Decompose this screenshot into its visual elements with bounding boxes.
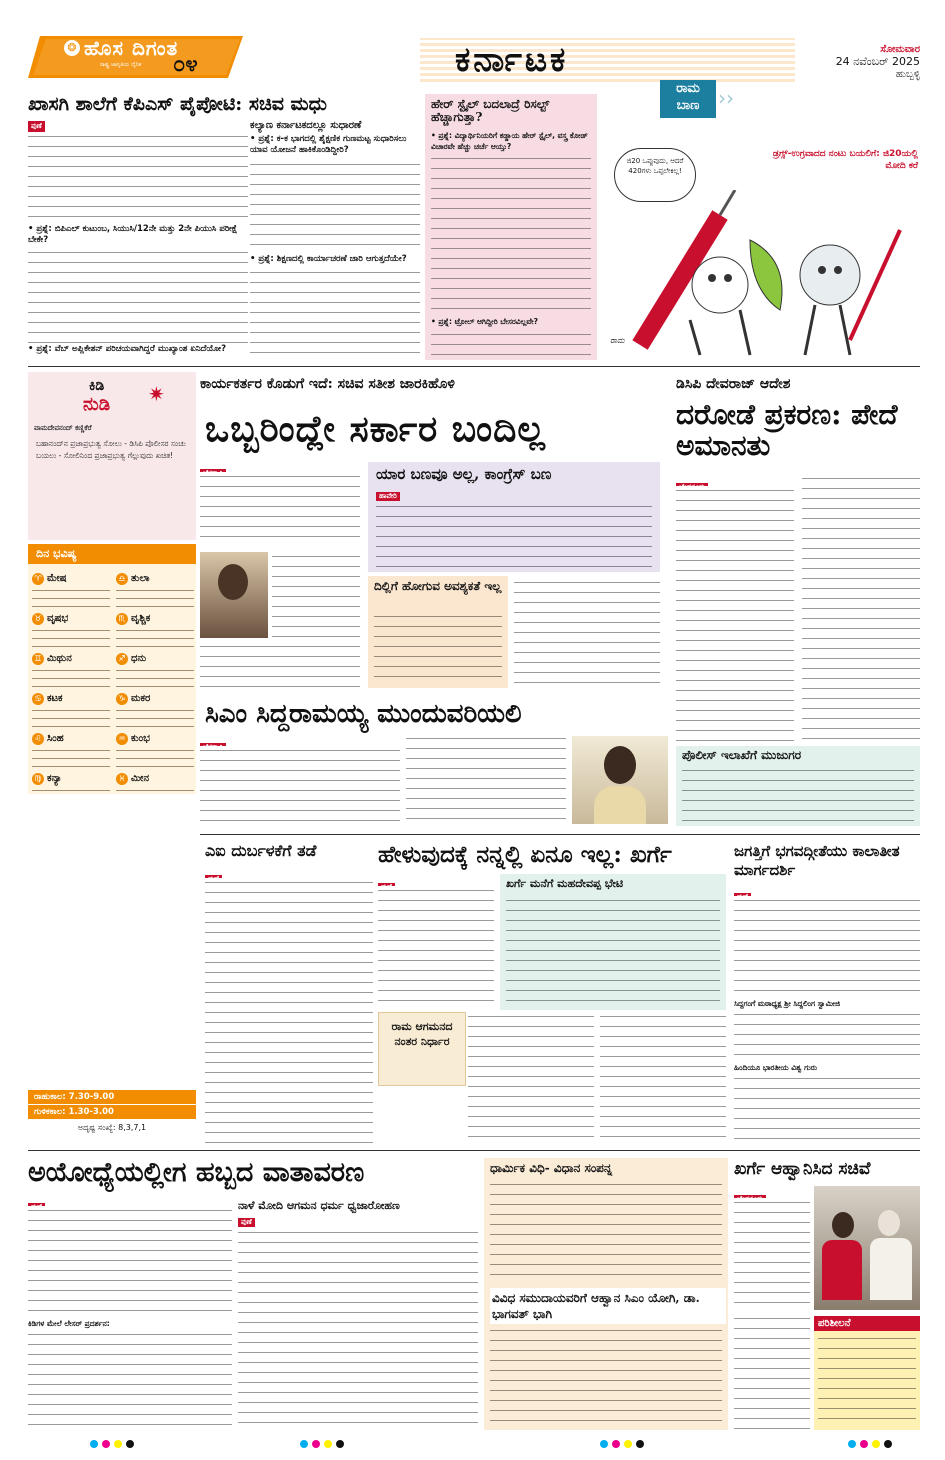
inline-heading: ಕಿಡಿಗಳ ಮೇಲೆ ಲೇಸರ್ ಪ್ರದರ್ಶನ: xyxy=(28,1319,110,1328)
logo-badge xyxy=(28,30,243,80)
section-title: ಕರ್ನಾಟಕ xyxy=(455,40,569,80)
text-block xyxy=(205,878,373,1146)
text-block xyxy=(431,154,591,314)
dateline: ಪುಣೆ xyxy=(238,1218,255,1227)
zodiac-icon: ♑ xyxy=(116,693,128,705)
header-date-block xyxy=(800,44,920,80)
sub-heading: ಖರ್ಗೆ ಮನೆಗೆ ಮಹದೇವಪ್ಪ ಭೇಟಿ xyxy=(506,877,624,890)
pill-face-icon xyxy=(800,245,860,305)
rashi-text xyxy=(116,707,194,727)
lead-body xyxy=(28,120,248,358)
rama-bana-cartoon xyxy=(600,80,920,360)
sub-heading: ನಾಳೆ ಮೋದಿ ಆಗಮನ ಧರ್ಮ ಧ್ವಜಾರೋಹಣ xyxy=(238,1199,400,1212)
yaara-box xyxy=(368,462,660,572)
text-block xyxy=(272,552,360,638)
yaara-headline: ಯಾರ ಬಣವೂ ಅಲ್ಲ, ಕಾಂಗ್ರೆಸ್ ಬಣ xyxy=(376,465,552,483)
text-block xyxy=(28,132,248,222)
rashi-name: ಮಕರ xyxy=(131,693,151,704)
text-block xyxy=(734,896,920,996)
rashi-text xyxy=(116,747,194,767)
rashi-name: ಕನ್ಯಾ xyxy=(47,773,62,784)
question: • ಪ್ರಶ್ನೆ: ಕ-ಕ ಭಾಗದಲ್ಲಿ ಶೈಕ್ಷಣಿಕ ಗುಣಮಟ್ಟ ಸುಧಾರಿಸಲು ಯಾವ ಯೋಜನೆ ಹಾಕಿಕೊಂಡಿದ್ದೀರಿ? xyxy=(250,134,407,155)
rahukala: ರಾಹುಕಾಲ: 7.30-9.00 xyxy=(28,1090,196,1104)
story2-kicker: ಕಾರ್ಯಕರ್ತರ ಕೊಡುಗೆ ಇದೆ: ಸಚಿವ ಸತೀಶ ಜಾರಕಿಹೊಳಿ xyxy=(200,376,455,392)
text-block xyxy=(734,1010,920,1060)
leaf-icon xyxy=(750,240,782,310)
minister-photo xyxy=(200,552,268,638)
text-block xyxy=(734,1198,810,1306)
rama-bana-tag: ರಾಮ ಬಾಣ xyxy=(660,80,716,118)
lucky-number: ಅದೃಷ್ಟ ಸಂಖ್ಯೆ: 8,3,7,1 xyxy=(77,1123,147,1132)
zodiac-icon: ♐ xyxy=(116,653,128,665)
zodiac-icon: ♎ xyxy=(116,573,128,585)
kidi-title: ಕಿಡಿ ನುಡಿ xyxy=(83,378,111,415)
story4-headline: ಸಿಎಂ ಸಿದ್ದರಾಮಯ್ಯ ಮುಂದುವರಿಯಲಿ xyxy=(205,699,522,729)
text-block xyxy=(682,766,914,822)
rashi-name: ಕಟಕ xyxy=(47,693,63,704)
text-block xyxy=(506,896,720,1006)
delhi-box xyxy=(368,576,508,688)
text-block xyxy=(250,160,420,252)
story2-headline: ಒಬ್ಬರಿಂದ್ಲೇ ಸರ್ಕಾರ ಬಂದಿಲ್ಲ xyxy=(205,408,546,450)
rashi-name: ಮೇಷ xyxy=(47,573,67,584)
box-title: ಹೇರ್ ಸ್ಟೈಲ್ ಬದಲಾದ್ರೆ ರಿಸಲ್ಟ್ ಹೆಚ್ಚಾಗುತ್ತಾ? xyxy=(431,97,550,125)
story3-kicker: ಡಿಸಿಪಿ ದೇವರಾಜ್ ಆದೇಶ xyxy=(676,376,791,392)
rashi-item xyxy=(32,646,110,684)
text-block xyxy=(734,1314,810,1430)
text-block xyxy=(802,474,920,744)
text-block xyxy=(250,268,420,358)
date-label: 24 ನವೆಂಬರ್ 2025 xyxy=(835,55,920,68)
rashi-item xyxy=(116,686,194,724)
text-block xyxy=(514,578,660,688)
text-block xyxy=(468,1012,594,1142)
rashi-item xyxy=(116,766,194,794)
gulika: ಗುಳಿಕಕಾಲ: 1.30-3.00 xyxy=(28,1105,196,1119)
divider xyxy=(200,834,920,835)
box-title: ಪರಿಶೀಲನೆ xyxy=(814,1316,920,1331)
rashi-item xyxy=(32,606,110,644)
rashi-text xyxy=(32,627,110,647)
story7-body xyxy=(734,884,920,1146)
horoscope-box xyxy=(28,544,196,794)
arrow-icon: ›› xyxy=(718,86,734,110)
text-block xyxy=(734,1074,920,1146)
question: • ಪ್ರಶ್ನೆ: ವಿದ್ಯಾರ್ಥಿನಿಯರಿಗೆ ಕಡ್ಡಾಯ ಹೇರ್ ಸ್ಟೈಲ್, ವಸ್ತ್ರ ಕೋಡ್ ವಿಚಾರವೇ ಹೆಚ್ಚು ಚರ್ಚೆ ಆಯ್ತು? xyxy=(431,131,588,151)
story6-body xyxy=(378,874,726,1010)
question: • ಪ್ರಶ್ನೆ: ಬಿಪಿಎಲ್ ಕುಟುಂಬ, ಸಿಯುಸಿ/12ನೇ ಮತ್ತು 2ನೇ ಪಿಯುಸಿ ಪರೀಕ್ಷೆ ಬೇಕೇ? xyxy=(28,224,238,245)
rashi-text xyxy=(32,707,110,727)
logo-tagline: ರಾಷ್ಟ್ರ ಜಾಗೃತಿಯ ದೈನಿಕ xyxy=(100,62,142,68)
logo-icon: ❂ xyxy=(64,40,80,56)
avatar xyxy=(604,746,636,784)
text-block xyxy=(406,734,566,826)
rashi-text xyxy=(116,627,194,647)
rashi-text xyxy=(32,787,110,794)
text-block xyxy=(378,886,494,1010)
story9-box xyxy=(484,1158,728,1430)
question: • ಪ್ರಶ್ನೆ: ಶಿಕ್ಷಣದಲ್ಲಿ ಕಾರ್ಯಾಚರಣೆ ಜಾರಿ ಆಗುತ್ತದೆಯೇ? xyxy=(250,254,407,264)
story3-headline: ದರೋಡೆ ಪ್ರಕರಣ: ಪೇದೆ ಅಮಾನತು xyxy=(676,398,898,462)
story3-body xyxy=(676,474,920,744)
sub-heading: ಕಲ್ಯಾಣ ಕರ್ನಾಟಕದಲ್ಲೂ ಸುಧಾರಣೆ xyxy=(250,120,362,131)
story2-body xyxy=(200,460,360,690)
rashi-item xyxy=(116,646,194,684)
text-block xyxy=(200,472,360,546)
day-label: ಸೋಮವಾರ xyxy=(880,44,920,55)
text-block xyxy=(374,612,502,684)
text-block xyxy=(490,1326,722,1426)
text-block xyxy=(28,248,248,344)
zodiac-icon: ♉ xyxy=(32,613,44,625)
meeting-photo xyxy=(814,1186,920,1310)
hairstyle-box xyxy=(425,94,597,360)
story8-headline: ಅಯೋಧ್ಯೆಯಲ್ಲೀಗ ಹಬ್ಬದ ವಾತಾವರಣ xyxy=(28,1157,365,1188)
lead-sub-column xyxy=(250,120,420,358)
text-block xyxy=(200,642,360,690)
story5-body xyxy=(205,866,373,1146)
portrait-photo xyxy=(572,736,668,824)
masthead xyxy=(0,0,945,92)
rashi-name: ವೃಷಭ xyxy=(47,613,69,624)
page-number: ೦೪ xyxy=(173,52,198,77)
text-block xyxy=(200,746,400,826)
rashi-grid xyxy=(28,566,196,794)
cartoonist-signature: ರಾಮ xyxy=(610,336,625,345)
zodiac-icon: ♋ xyxy=(32,693,44,705)
story9-title: ಧಾರ್ಮಿಕ ವಿಧಿ- ವಿಧಾನ ಸಂಪನ್ನ xyxy=(490,1161,613,1175)
story8-body xyxy=(28,1194,232,1430)
story6-headline: ಹೇಳುವುದಕ್ಕೆ ನನ್ನಲ್ಲಿ ಏನೂ ಇಲ್ಲ: ಖರ್ಗೆ xyxy=(378,841,672,868)
cartoon-drawing xyxy=(600,190,920,360)
rashi-name: ಮೀನ xyxy=(131,773,149,784)
speech-text: ಜಿ20 ಒಪ್ಪುವುದು, ಆದರೆ 420ಗಳು ಒಪ್ಪಲೇಕಿಲ್ಲ! xyxy=(626,157,684,175)
dateline: ಪುಣೆ xyxy=(28,121,45,132)
text-block xyxy=(600,1012,726,1142)
rashi-text xyxy=(116,587,194,607)
story5-headline: ಎಐ ದುರ್ಬಳಕೆಗೆ ತಡೆ xyxy=(205,841,317,860)
text-block xyxy=(431,330,591,356)
rashi-name: ವೃಶ್ಚಿಕ xyxy=(131,613,151,624)
kharge-sub-box xyxy=(500,874,726,1010)
rashi-item xyxy=(116,726,194,764)
rashi-item xyxy=(116,566,194,604)
rashi-text xyxy=(116,667,194,687)
rashi-item xyxy=(32,566,110,604)
police-title: ಪೊಲೀಸ್ ಇಲಾಖೆಗೆ ಮುಜುಗರ xyxy=(682,748,802,762)
text-block xyxy=(28,1330,232,1430)
horoscope-title: ದಿನ ಭವಿಷ್ಯ xyxy=(28,544,196,564)
zodiac-icon: ♏ xyxy=(116,613,128,625)
rashi-text xyxy=(32,587,110,607)
dateline: ಹಾವೇರಿ xyxy=(376,492,400,501)
question: • ಪ್ರಶ್ನೆ: ವೆಬ್ ಅಪ್ಲಿಕೇಶನ್ ಪರಿಚಯವಾಗಿದ್ದರೆ ಮುಖ್ಯಾಂಶ ಏನಿದೆಯೋ? xyxy=(28,344,227,354)
text-block xyxy=(818,1334,916,1426)
story7-headline: ಜಗತ್ತಿಗೆ ಭಗವದ್ಗೀತೆಯು ಕಾಲಾತೀತ ಮಾರ್ಗದರ್ಶಿ xyxy=(734,842,900,879)
zodiac-icon: ♌ xyxy=(32,733,44,745)
face-icon xyxy=(692,257,748,313)
review-box xyxy=(814,1316,920,1430)
rashi-item xyxy=(32,686,110,724)
divider xyxy=(28,1150,920,1151)
spark-icon: ✷ xyxy=(148,382,165,406)
rashi-name: ಕುಂಭ xyxy=(131,733,150,744)
text-block xyxy=(28,1206,232,1316)
rashi-name: ತುಲಾ xyxy=(131,573,150,584)
rashi-name: ಧನು xyxy=(131,653,147,664)
rashi-item xyxy=(32,726,110,764)
sub-heading: ಸಿದ್ದಗಂಗೆ ಮಠಾಧ್ಯಕ್ಷ ಶ್ರೀ ಸಿದ್ದಲಿಂಗ ಸ್ವಾಮೀಜಿ xyxy=(734,999,840,1008)
rashi-item xyxy=(32,766,110,794)
rashi-text xyxy=(32,747,110,767)
text-block xyxy=(238,1228,478,1430)
rashi-name: ಮಿಥುನ xyxy=(47,653,72,664)
text-block xyxy=(676,486,794,744)
rama-agamana-box xyxy=(378,1012,466,1086)
rashi-item xyxy=(116,606,194,644)
delhi-title: ದಿಲ್ಲಿಗೆ ಹೋಗುವ ಅವಶ್ಯಕತೆ ಇಲ್ಲ xyxy=(374,579,502,593)
zodiac-icon: ♍ xyxy=(32,773,44,785)
logo-text: ಹೊಸ ದಿಗಂತ xyxy=(84,36,179,60)
kidi-text: ಬಹಾನಂದ್‌ನ ಪ್ರಜಾಪ್ರಭುತ್ವ ಸೋಲು - ಡಿಸಿಪಿ ಪೊಲೀಸರ ಸಂಚು ಬಯಲು - ಸೋಲಿನಿಂದ ಪ್ರಜಾಪ್ರಭುತ್ವ ಗೆಲ್ಲುವುದು ಖಚಿತ! xyxy=(36,439,186,460)
text-block xyxy=(376,502,652,568)
cartoon-caption: ಡ್ರಗ್ಸ್-ಉಗ್ರವಾದದ ನಂಟು ಬಯಲಿಗೆ: ಜಿ20ಯಲ್ಲಿ ಮೋದಿ ಕರೆ xyxy=(772,149,918,171)
divider xyxy=(28,366,920,367)
city-label: ಹುಬ್ಬಳ್ಳಿ xyxy=(895,69,920,80)
author: ವಾಮದೇವನಂದ್ ಕಣ್ಣಿಕೆರೆ xyxy=(34,424,92,432)
lead-headline: ಖಾಸಗಿ ಶಾಲೆಗೆ ಕೆಪಿಎಸ್ ಪೈಪೋಟಿ: ಸಚಿವ ಮಧು xyxy=(28,93,327,115)
zodiac-icon: ♊ xyxy=(32,653,44,665)
sub-heading: ಹಿಂದಿಯೂ ಭಾರತೀಯ ವಿಶ್ವ ಗುರು xyxy=(734,1063,817,1072)
question: • ಪ್ರಶ್ನೆ: ಟ್ರೋಲ್ ಆಗಿದ್ದೀರಿ ಬೇಸರವಿಲ್ಲವೇ? xyxy=(431,317,539,326)
kaala-box xyxy=(28,1090,196,1148)
story4-body xyxy=(200,734,670,830)
kidi-nudi-box xyxy=(28,372,196,540)
story8-sub xyxy=(238,1198,478,1430)
text-block xyxy=(490,1180,722,1284)
rashi-name: ಸಿಂಹ xyxy=(47,733,64,744)
story10-body xyxy=(734,1186,920,1430)
story9-sub: ವಿವಿಧ ಸಮುದಾಯವರಿಗೆ ಆಹ್ವಾನ ಸಿಎಂ ಯೋಗಿ, ಡಾ. ಭಾಗವತ್ ಭಾಗಿ xyxy=(490,1288,726,1324)
box-title: ರಾಮ ಆಗಮನದ ನಂತರ ನಿರ್ಧಾರ xyxy=(391,1020,453,1048)
story10-headline: ಖರ್ಗೆ ಆಹ್ವಾನಿಸಿದ ಸಚಿವೆ xyxy=(734,1159,871,1179)
police-box xyxy=(676,746,920,826)
zodiac-icon: ♈ xyxy=(32,573,44,585)
avatar xyxy=(218,564,248,600)
rashi-text xyxy=(32,667,110,687)
rashi-text xyxy=(116,787,194,794)
zodiac-icon: ♓ xyxy=(116,773,128,785)
zodiac-icon: ♒ xyxy=(116,733,128,745)
